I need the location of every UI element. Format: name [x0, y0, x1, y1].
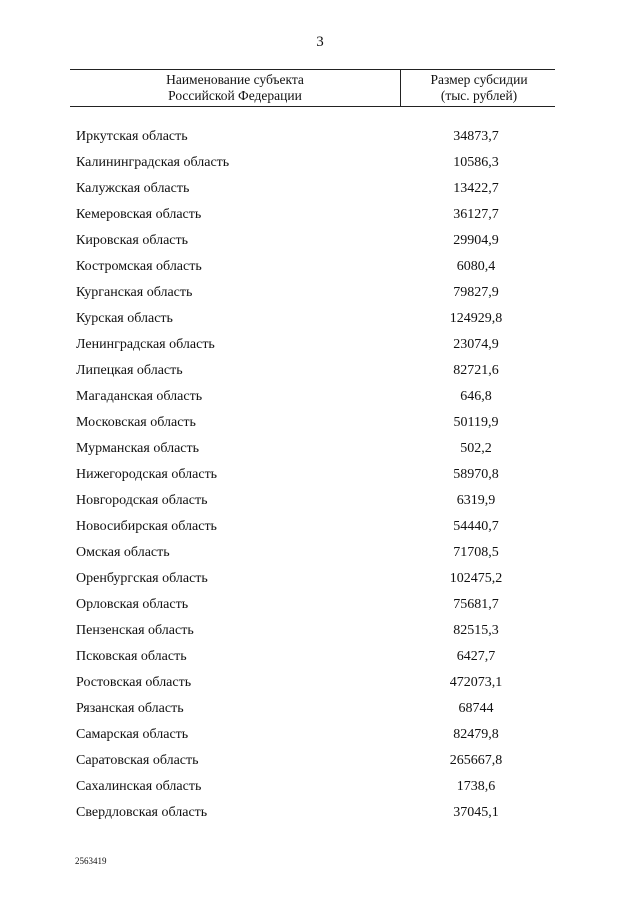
table-row: [0, 618, 640, 644]
header-subsidy-line1: Размер субсидии: [430, 72, 528, 87]
region-name: Ростовская область: [76, 675, 192, 690]
subsidy-value: 1738,6: [456, 779, 496, 794]
subsidy-value: 79827,9: [453, 285, 499, 300]
table-row: [0, 410, 640, 436]
subsidy-value: 124929,8: [449, 311, 503, 326]
table-body: [0, 124, 640, 826]
region-name: Орловская область: [76, 597, 189, 612]
table-row: [0, 774, 640, 800]
table-header: [70, 69, 555, 107]
subsidy-value: 10586,3: [453, 155, 499, 170]
table-row: [0, 462, 640, 488]
table-row: [0, 254, 640, 280]
subsidy-value: 37045,1: [453, 805, 499, 820]
subsidy-value: 58970,8: [453, 467, 499, 482]
table-row: [0, 670, 640, 696]
region-name: Калининградская область: [76, 155, 230, 170]
page-number: 3: [316, 34, 324, 50]
region-name: Омская область: [76, 545, 170, 560]
region-name: Кемеровская область: [76, 207, 202, 222]
table-row: [0, 202, 640, 228]
table-row: [0, 722, 640, 748]
region-name: Новгородская область: [76, 493, 208, 508]
table-row: [0, 748, 640, 774]
region-name: Курская область: [76, 311, 173, 326]
table-row: [0, 514, 640, 540]
header-subsidy-line2: (тыс. рублей): [440, 88, 518, 103]
region-name: Мурманская область: [76, 441, 200, 456]
region-name: Саратовская область: [76, 753, 199, 768]
region-name: Курганская область: [76, 285, 193, 300]
subsidy-value: 472073,1: [449, 675, 503, 690]
region-name: Кировская область: [76, 233, 189, 248]
subsidy-value: 75681,7: [453, 597, 499, 612]
subsidy-value: 6427,7: [456, 649, 496, 664]
region-name: Московская область: [76, 415, 196, 430]
region-name: Самарская область: [76, 727, 189, 742]
region-name: Липецкая область: [76, 363, 183, 378]
table-row: [0, 566, 640, 592]
region-name: Калужская область: [76, 181, 190, 196]
table-row: [0, 488, 640, 514]
header-subject-line2: Российской Федерации: [168, 88, 302, 103]
subsidy-value: 34873,7: [453, 129, 499, 144]
table-row: [0, 280, 640, 306]
region-name: Костромская область: [76, 259, 202, 274]
region-name: Ленинградская область: [76, 337, 215, 352]
subsidy-value: 13422,7: [453, 181, 499, 196]
subsidy-value: 646,8: [460, 389, 492, 404]
subsidy-value: 6080,4: [456, 259, 496, 274]
table-row: [0, 332, 640, 358]
table-row: [0, 592, 640, 618]
table-row: [0, 436, 640, 462]
subsidy-value: 68744: [458, 701, 494, 716]
subsidy-value: 50119,9: [453, 415, 499, 430]
region-name: Псковская область: [76, 649, 187, 664]
subsidy-value: 502,2: [460, 441, 492, 456]
region-name: Оренбургская область: [76, 571, 208, 586]
region-name: Свердловская область: [76, 805, 208, 820]
table-row: [0, 124, 640, 150]
table-row: [0, 306, 640, 332]
region-name: Иркутская область: [76, 129, 188, 144]
table-row: [0, 696, 640, 722]
subsidy-value: 82515,3: [453, 623, 499, 638]
subsidy-value: 36127,7: [453, 207, 499, 222]
region-name: Рязанская область: [76, 701, 184, 716]
table-row: [0, 176, 640, 202]
table-row: [0, 644, 640, 670]
region-name: Магаданская область: [76, 389, 203, 404]
header-subject-column: [70, 72, 400, 104]
table-row: [0, 150, 640, 176]
subsidy-value: 23074,9: [453, 337, 499, 352]
region-name: Новосибирская область: [76, 519, 217, 534]
table-row: [0, 540, 640, 566]
header-subsidy-column: [403, 72, 555, 104]
region-name: Нижегородская область: [76, 467, 218, 482]
subsidy-value: 102475,2: [449, 571, 503, 586]
table-row: [0, 358, 640, 384]
header-subject-line1: Наименование субъекта: [166, 72, 304, 87]
region-name: Пензенская область: [76, 623, 194, 638]
subsidy-value: 82721,6: [453, 363, 499, 378]
subsidy-value: 265667,8: [449, 753, 503, 768]
subsidy-value: 82479,8: [453, 727, 499, 742]
subsidy-value: 54440,7: [453, 519, 499, 534]
table-row: [0, 228, 640, 254]
subsidy-value: 29904,9: [453, 233, 499, 248]
region-name: Сахалинская область: [76, 779, 202, 794]
subsidy-value: 6319,9: [456, 493, 496, 508]
table-row: [0, 384, 640, 410]
subsidy-value: 71708,5: [453, 545, 499, 560]
table-row: [0, 800, 640, 826]
document-code: 2563419: [75, 856, 107, 866]
header-column-divider: [400, 69, 401, 107]
